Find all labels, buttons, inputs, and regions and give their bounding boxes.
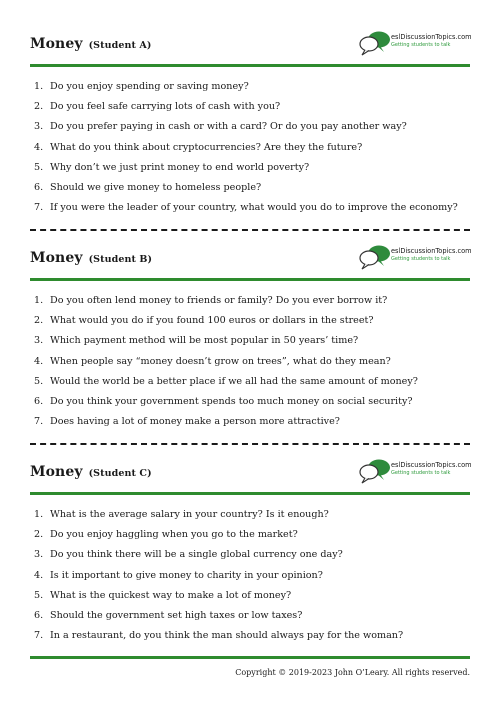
question-item: 4. Is it important to give money to charity in your opinion?	[34, 569, 323, 581]
question-item: 3. Do you prefer paying in cash or with a card? Or do you pay another way?	[34, 121, 407, 133]
cut-line-divider	[30, 229, 470, 231]
question-list	[30, 505, 470, 646]
question-item: 7. In a restaurant, do you think the man should always pay for the woman?	[34, 630, 404, 642]
question-list	[30, 77, 470, 218]
logo-site-name: eslDiscussionTopics.com	[391, 247, 472, 255]
question-item: 4. What do you think about cryptocurrencies? Are they the future?	[34, 141, 363, 153]
speech-bubbles-icon	[358, 244, 392, 272]
logo-tagline: Getting students to talk	[391, 42, 451, 48]
question-item: 7. Does having a lot of money make a person more attractive?	[34, 416, 340, 428]
site-logo[interactable]	[358, 30, 470, 58]
section-title	[30, 464, 152, 480]
question-item: 7. If you were the leader of your country, what would you do to improve the economy?	[34, 202, 458, 214]
site-logo[interactable]	[358, 458, 470, 486]
title-text: Money	[30, 464, 83, 480]
section-student-b	[30, 244, 470, 432]
question-item: 5. Would the world be a better place if we all had the same amount of money?	[34, 375, 418, 387]
question-item: 1. What is the average salary in your country? Is it enough?	[34, 509, 329, 520]
student-label: (Student C)	[88, 468, 152, 479]
question-item: 6. Do you think your government spends too much money on social security?	[34, 396, 413, 408]
question-item: 4. When people say “money doesn’t grow on trees”, what do they mean?	[34, 355, 391, 367]
question-item: 6. Should the government set high taxes or low taxes?	[34, 610, 303, 622]
section-title	[30, 36, 151, 52]
question-item: 3. Do you think there will be a single global currency one day?	[34, 549, 343, 561]
logo-site-name: eslDiscussionTopics.com	[391, 33, 472, 41]
question-item: 6. Should we give money to homeless people?	[34, 182, 262, 194]
logo-tagline: Getting students to talk	[391, 256, 451, 262]
question-item: 5. What is the quickest way to make a lot of money?	[34, 589, 292, 601]
question-item: 1. Do you enjoy spending or saving money?	[34, 81, 249, 92]
footer-rule	[30, 656, 470, 659]
student-label: (Student B)	[88, 254, 153, 265]
question-item: 2. Do you feel safe carrying lots of cash with you?	[34, 101, 281, 113]
section-title	[30, 250, 152, 266]
question-item: 3. Which payment method will be most popular in 50 years’ time?	[34, 335, 359, 347]
section-header	[30, 458, 470, 498]
question-item: 1. Do you often lend money to friends or family? Do you ever borrow it?	[34, 295, 388, 306]
question-item: 2. What would you do if you found 100 euros or dollars in the street?	[34, 315, 374, 327]
logo-tagline: Getting students to talk	[391, 470, 451, 476]
site-logo[interactable]	[358, 244, 470, 272]
logo-site-name: eslDiscussionTopics.com	[391, 461, 472, 469]
title-text: Money	[30, 36, 83, 52]
section-header	[30, 30, 470, 70]
section-student-a	[30, 30, 470, 218]
cut-line-divider	[30, 443, 470, 445]
speech-bubbles-icon	[358, 458, 392, 486]
title-text: Money	[30, 250, 83, 266]
speech-bubbles-icon	[358, 30, 392, 58]
section-header	[30, 244, 470, 284]
question-list	[30, 291, 470, 432]
question-item: 2. Do you enjoy haggling when you go to the market?	[34, 529, 298, 541]
copyright-notice: Copyright © 2019-2023 John O’Leary. All rights reserved.	[235, 668, 470, 677]
student-label: (Student A)	[88, 40, 152, 51]
section-student-c	[30, 458, 470, 646]
question-item: 5. Why don’t we just print money to end world poverty?	[34, 161, 310, 173]
